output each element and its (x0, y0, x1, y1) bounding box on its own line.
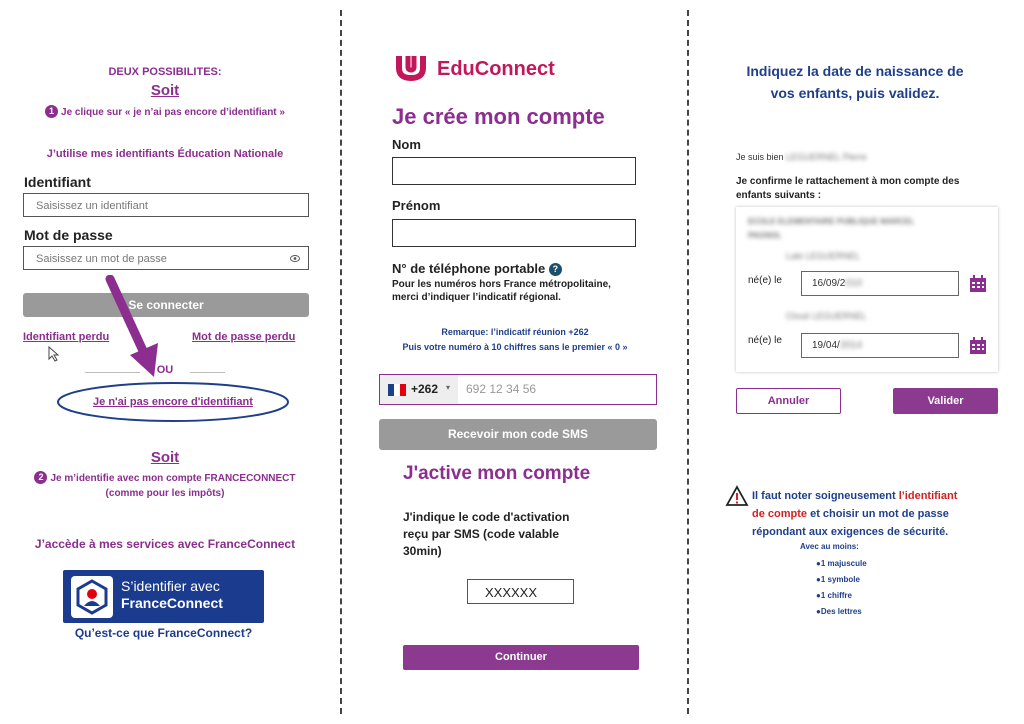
calendar-icon[interactable] (969, 337, 987, 355)
password-input[interactable] (23, 246, 309, 270)
soit-heading-1 (0, 82, 330, 100)
separator-2 (687, 10, 689, 714)
child1-name: Lale LEGUERNEL (786, 251, 861, 261)
child2-name: Cloué LEGUERNEL (786, 311, 867, 321)
school-name (748, 215, 915, 243)
create-account-title: Je crée mon compte (392, 104, 605, 129)
no-identifiant-link[interactable]: Je n'ai pas encore d'identifiant (93, 396, 253, 408)
france-flag-icon (388, 384, 406, 396)
activation-code-input[interactable] (467, 579, 574, 604)
phone-label-text: N° de téléphone portable (392, 261, 546, 276)
franceconnect-logo-icon (71, 576, 113, 618)
note-line1-b: l’identifiant (898, 490, 958, 502)
birthdate-instruction (700, 60, 1010, 104)
educonnect-logo-icon (393, 52, 429, 84)
password-label: Mot de passe (24, 227, 113, 243)
parent-name: LEGUERNEL Pierre (786, 152, 867, 162)
validate-button[interactable]: Valider (893, 388, 998, 414)
step2-number: 2 (34, 471, 47, 484)
requirement-item: ●1 chiffre (816, 591, 852, 600)
children-card (736, 207, 998, 372)
receive-sms-button[interactable]: Recevoir mon code SMS (379, 419, 657, 450)
prenom-label: Prénom (392, 198, 441, 213)
activate-instructions (403, 509, 569, 560)
nom-label: Nom (392, 137, 421, 152)
school-line2: PAGNOL (748, 231, 782, 240)
prenom-input[interactable] (392, 219, 636, 247)
educonnect-brand: EduConnect (437, 58, 555, 80)
phone-help-line1: Pour les numéros hors France métropolitaine, (392, 279, 611, 290)
franceconnect-button[interactable] (63, 570, 264, 623)
activate-text-line2: reçu par SMS (code valable (403, 527, 560, 541)
separator-1 (340, 10, 342, 714)
requirement-1: 1 majuscule (820, 559, 867, 568)
requirement-3: 1 chiffre (820, 591, 852, 600)
requirement-4: Des lettres (820, 607, 862, 616)
purple-arrow-icon (100, 275, 170, 385)
phone-placeholder: 692 12 34 56 (466, 382, 537, 396)
born-label-2: né(e) le (748, 335, 782, 346)
franceconnect-button-label (121, 578, 223, 612)
step1-text: Je clique sur « je n’ai pas encore d’identifiant » (61, 107, 285, 118)
password-requirements (816, 556, 867, 620)
note-line1 (752, 487, 992, 505)
help-icon[interactable]: ? (549, 263, 562, 276)
note-line2 (752, 505, 992, 523)
phone-help-line2: merci d’indiquer l’indicatif régional. (392, 292, 561, 303)
intro-title: DEUX POSSIBILITES: (108, 66, 222, 78)
mouse-cursor-icon (48, 346, 62, 362)
child1-date-blur: 010 (845, 278, 863, 289)
note-line3: répondant aux exigences de sécurité. (752, 526, 949, 538)
educnat-title: J’utilise mes identifiants Éducation Nationale (46, 148, 284, 160)
step1-number: 1 (45, 105, 58, 118)
no-identifiant-link-wrap (55, 392, 291, 410)
login-button[interactable]: Se connecter (23, 293, 309, 317)
confirm-text (736, 175, 959, 203)
security-note (752, 487, 992, 541)
step1-instruction (0, 105, 330, 118)
requirement-2: 1 symbole (820, 575, 860, 584)
child1-date-input[interactable] (801, 271, 959, 296)
step2-text: Je m’identifie avec mon compte FRANCECONNECT (50, 473, 296, 484)
phone-input[interactable] (379, 374, 657, 405)
identity-line (736, 152, 867, 162)
country-selector[interactable] (380, 375, 458, 404)
activate-account-title: J'active mon compte (403, 463, 591, 484)
confirm-line2: enfants suivants : (736, 190, 822, 201)
franceconnect-logo (71, 576, 113, 618)
soit-text-1: Soit (150, 82, 180, 99)
confirm-line1: Je confirme le rattachement à mon compte des (736, 176, 960, 187)
school-line1: ECOLE ELEMENTAIRE PUBLIQUE MARCEL (748, 217, 915, 226)
requirement-item: ●1 majuscule (816, 559, 867, 568)
note-line2-a: de compte (752, 508, 808, 520)
franceconnect-label-line2: FranceConnect (121, 595, 223, 611)
remark-line2: Puis votre numéro à 10 chiffres sans le premier « 0 » (402, 342, 628, 352)
activate-text-line1: J'indique le code d'activation (403, 510, 570, 524)
activate-text-line3: 30min) (403, 544, 442, 558)
born-label-1: né(e) le (748, 275, 782, 286)
nom-input[interactable] (392, 157, 636, 185)
note-line2-b: et choisir un mot de passe (807, 508, 949, 520)
calendar-icon[interactable] (969, 275, 987, 293)
warning-icon (725, 485, 749, 507)
step2-sub: (comme pour les impôts) (105, 488, 225, 499)
continue-button[interactable]: Continuer (403, 645, 639, 670)
child2-date-blur: 2014 (839, 340, 863, 351)
remark (370, 325, 660, 355)
eye-icon[interactable] (290, 255, 300, 262)
or-text: OU (140, 364, 190, 376)
min-title: Avec au moins: (800, 542, 859, 551)
franceconnect-title: J’accède à mes services avec FranceConnect (34, 537, 296, 551)
child1-date-value: 16/09/2 (812, 278, 846, 289)
child2-date-input[interactable] (801, 333, 959, 358)
password-placeholder: Saisissez un mot de passe (36, 253, 167, 265)
identifiant-input[interactable] (23, 193, 309, 217)
identifiant-placeholder: Saisissez un identifiant (36, 200, 148, 212)
step2-instruction (0, 471, 330, 484)
activation-code-value: XXXXXX (485, 585, 538, 600)
requirement-item: ●1 symbole (816, 575, 860, 584)
i-am-text: Je suis bien (736, 152, 784, 162)
instruction-line2: vos enfants, puis validez. (770, 85, 940, 101)
instruction-line1: Indiquez la date de naissance de (746, 63, 964, 79)
chevron-down-icon[interactable]: ▾ (446, 383, 451, 392)
franceconnect-label-line1: S’identifier avec (121, 578, 220, 594)
lost-password-link[interactable]: Mot de passe perdu (192, 331, 296, 343)
identifiant-label: Identifiant (24, 174, 91, 190)
phone-label (392, 261, 562, 276)
soit-text-2: Soit (150, 449, 180, 466)
note-line1-a: Il faut noter soigneusement (752, 490, 899, 502)
cancel-button[interactable]: Annuler (736, 388, 841, 414)
soit-heading-2 (0, 449, 330, 467)
franceconnect-whatis-link[interactable]: Qu’est-ce que FranceConnect? (74, 626, 253, 640)
remark-line1: Remarque: l’indicatif réunion +262 (441, 327, 589, 337)
phone-prefix: +262 (411, 382, 439, 396)
lost-identifiant-link[interactable]: Identifiant perdu (23, 331, 110, 343)
requirement-item: ●Des lettres (816, 607, 862, 616)
phone-help (392, 278, 611, 304)
child2-date-value: 19/04/ (812, 340, 840, 351)
